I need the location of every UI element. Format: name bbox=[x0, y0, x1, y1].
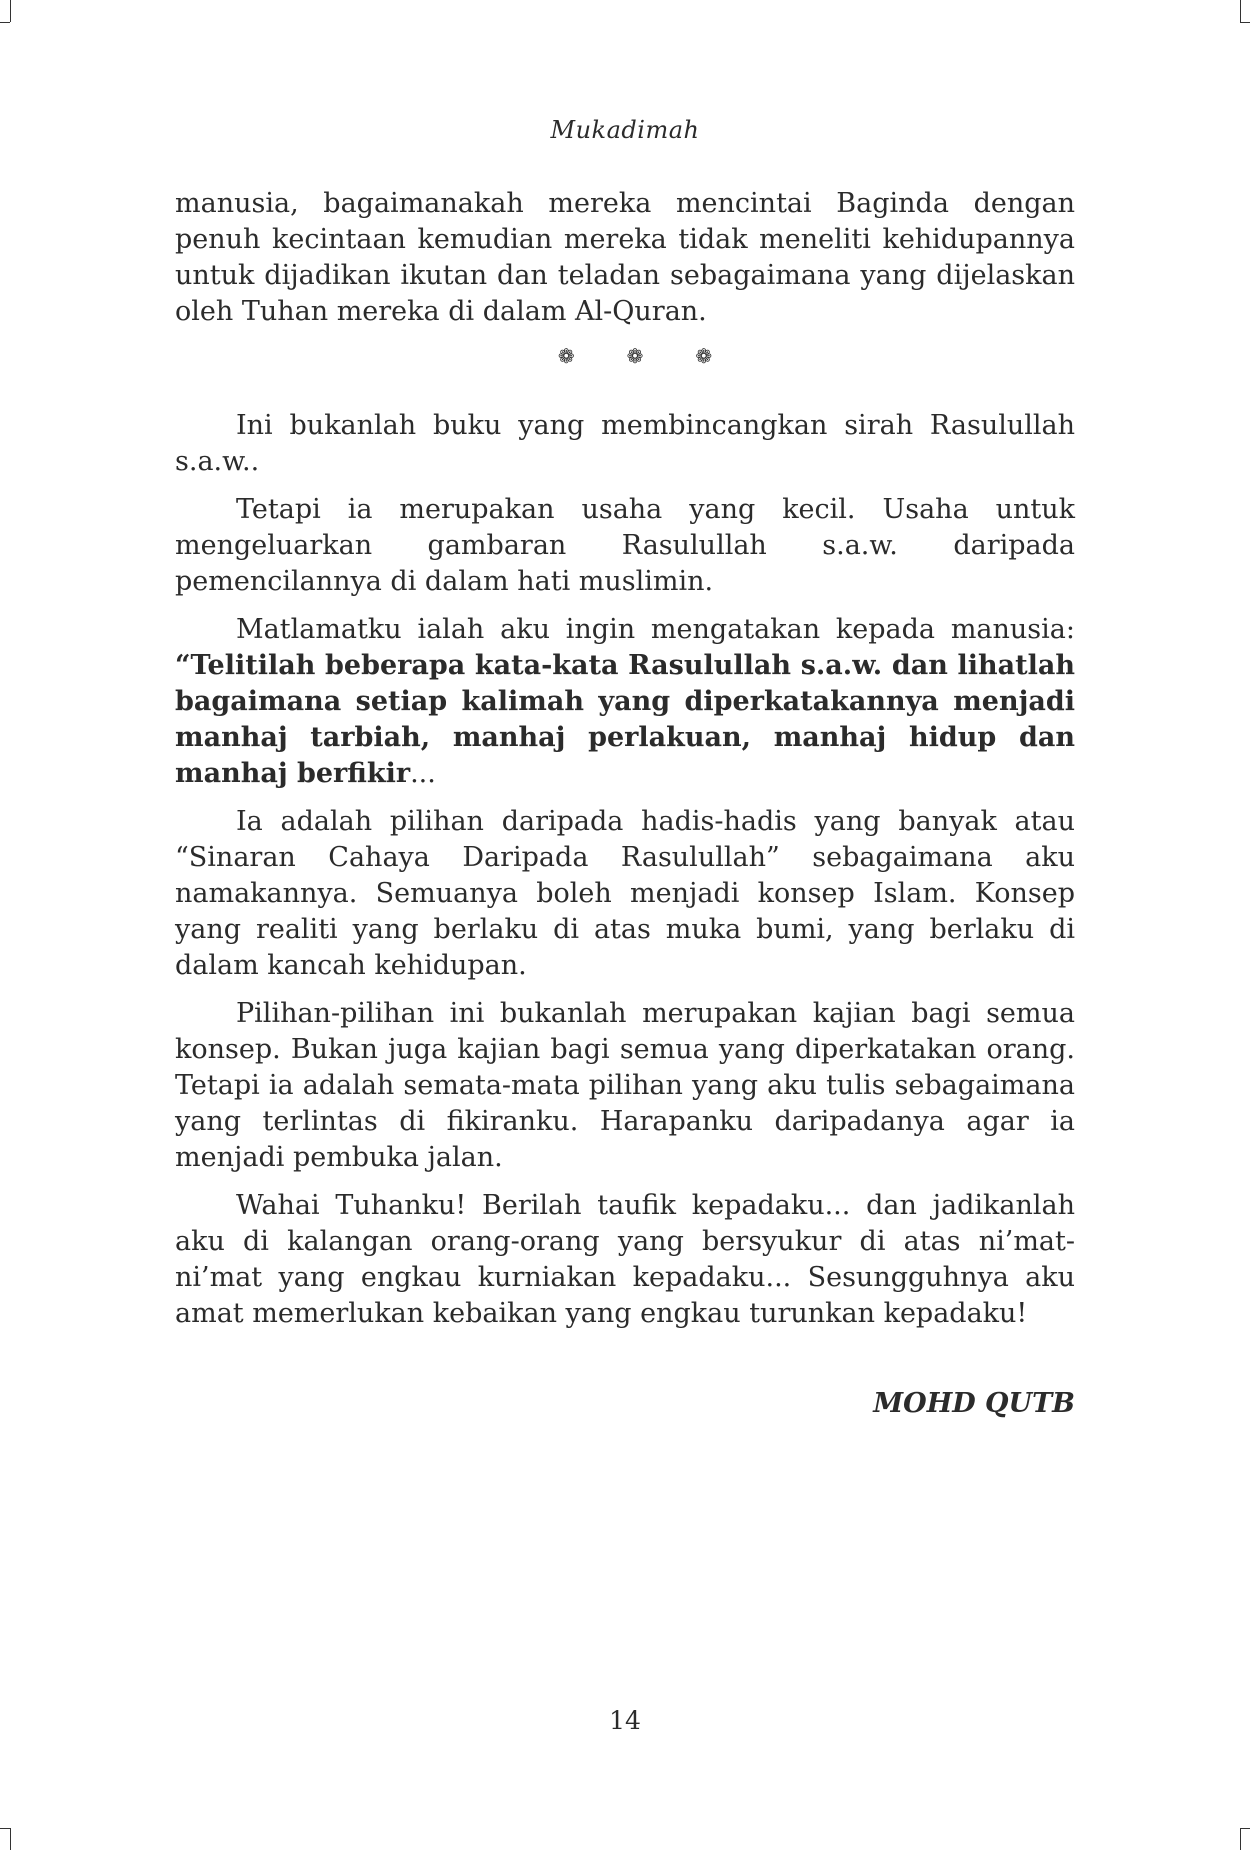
crop-mark bbox=[10, 0, 11, 22]
author-signature: MOHD QUTB bbox=[873, 1388, 1075, 1419]
crop-mark bbox=[1240, 1828, 1241, 1850]
section-divider bbox=[175, 338, 1075, 374]
crop-mark bbox=[1240, 1828, 1250, 1829]
paragraph: Ini bukanlah buku yang membincangkan sirah Rasulullah s.a.w.. bbox=[175, 410, 1075, 477]
crop-mark bbox=[1240, 22, 1250, 23]
crop-mark bbox=[0, 22, 10, 23]
flower-ornament-icon: ❁ bbox=[557, 344, 575, 368]
paragraph: Pilihan-pilihan ini bukanlah merupakan kajian bagi semua konsep. Bukan juga kajian bagi semua yang diperkatakan orang. Tetapi ia adalah semata-mata pilihan yang aku tulis sebagaimana yang terlintas di fikiranku. Harapanku daripadanya agar ia menjadi pembuka jalan. bbox=[175, 998, 1075, 1173]
paragraph-continuation: manusia, bagaimanakah mereka mencintai Baginda dengan penuh kecintaan kemudian mereka tidak meneliti kehidupannya untuk dijadikan ikutan dan teladan sebagaimana yang dijelaskan oleh Tuhan mereka di dalam Al-Quran. bbox=[175, 188, 1075, 327]
crop-mark bbox=[1240, 0, 1241, 22]
crop-mark bbox=[0, 1828, 10, 1829]
paragraph: Ia adalah pilihan daripada hadis-hadis yang banyak atau “Sinaran Cahaya Daripada Rasulullah” sebagaimana aku namakannya. Semuanya boleh menjadi konsep Islam. Konsep yang realiti yang berlaku di atas muka bumi, yang berlaku di dalam kancah kehidupan. bbox=[175, 806, 1075, 981]
ellipsis: ... bbox=[410, 758, 436, 789]
crop-mark bbox=[10, 1828, 11, 1850]
flower-ornament-icon: ❁ bbox=[626, 344, 644, 368]
paragraph: Wahai Tuhanku! Berilah taufik kepadaku... dan jadikanlah aku di kalangan orang-orang yang bersyukur di atas ni’mat-ni’mat yang engkau kurniakan kepadaku... Sesungguhnya aku amat memerlukan kebaikan yang engkau turunkan kepadaku! bbox=[175, 1190, 1075, 1329]
running-head: Mukadimah bbox=[550, 116, 700, 144]
paragraph-intro: Matlamatku ialah aku ingin mengatakan kepada manusia: bbox=[236, 614, 1075, 645]
paragraph-quote bbox=[175, 612, 1075, 792]
body-text bbox=[175, 186, 1075, 1332]
paragraph: Tetapi ia merupakan usaha yang kecil. Usaha untuk mengeluarkan gambaran Rasulullah s.a.w. daripada pemencilannya di dalam hati muslimin. bbox=[175, 494, 1075, 597]
bold-quote: “Telitilah beberapa kata-kata Rasulullah s.a.w. dan lihatlah bagaimana setiap kalimah yang diperkatakannya menjadi manhaj tarbiah, manhaj perlakuan, manhaj hidup dan manhaj berfikir bbox=[175, 650, 1075, 789]
flower-ornament-icon: ❁ bbox=[695, 344, 713, 368]
page-number: 14 bbox=[609, 1706, 641, 1735]
